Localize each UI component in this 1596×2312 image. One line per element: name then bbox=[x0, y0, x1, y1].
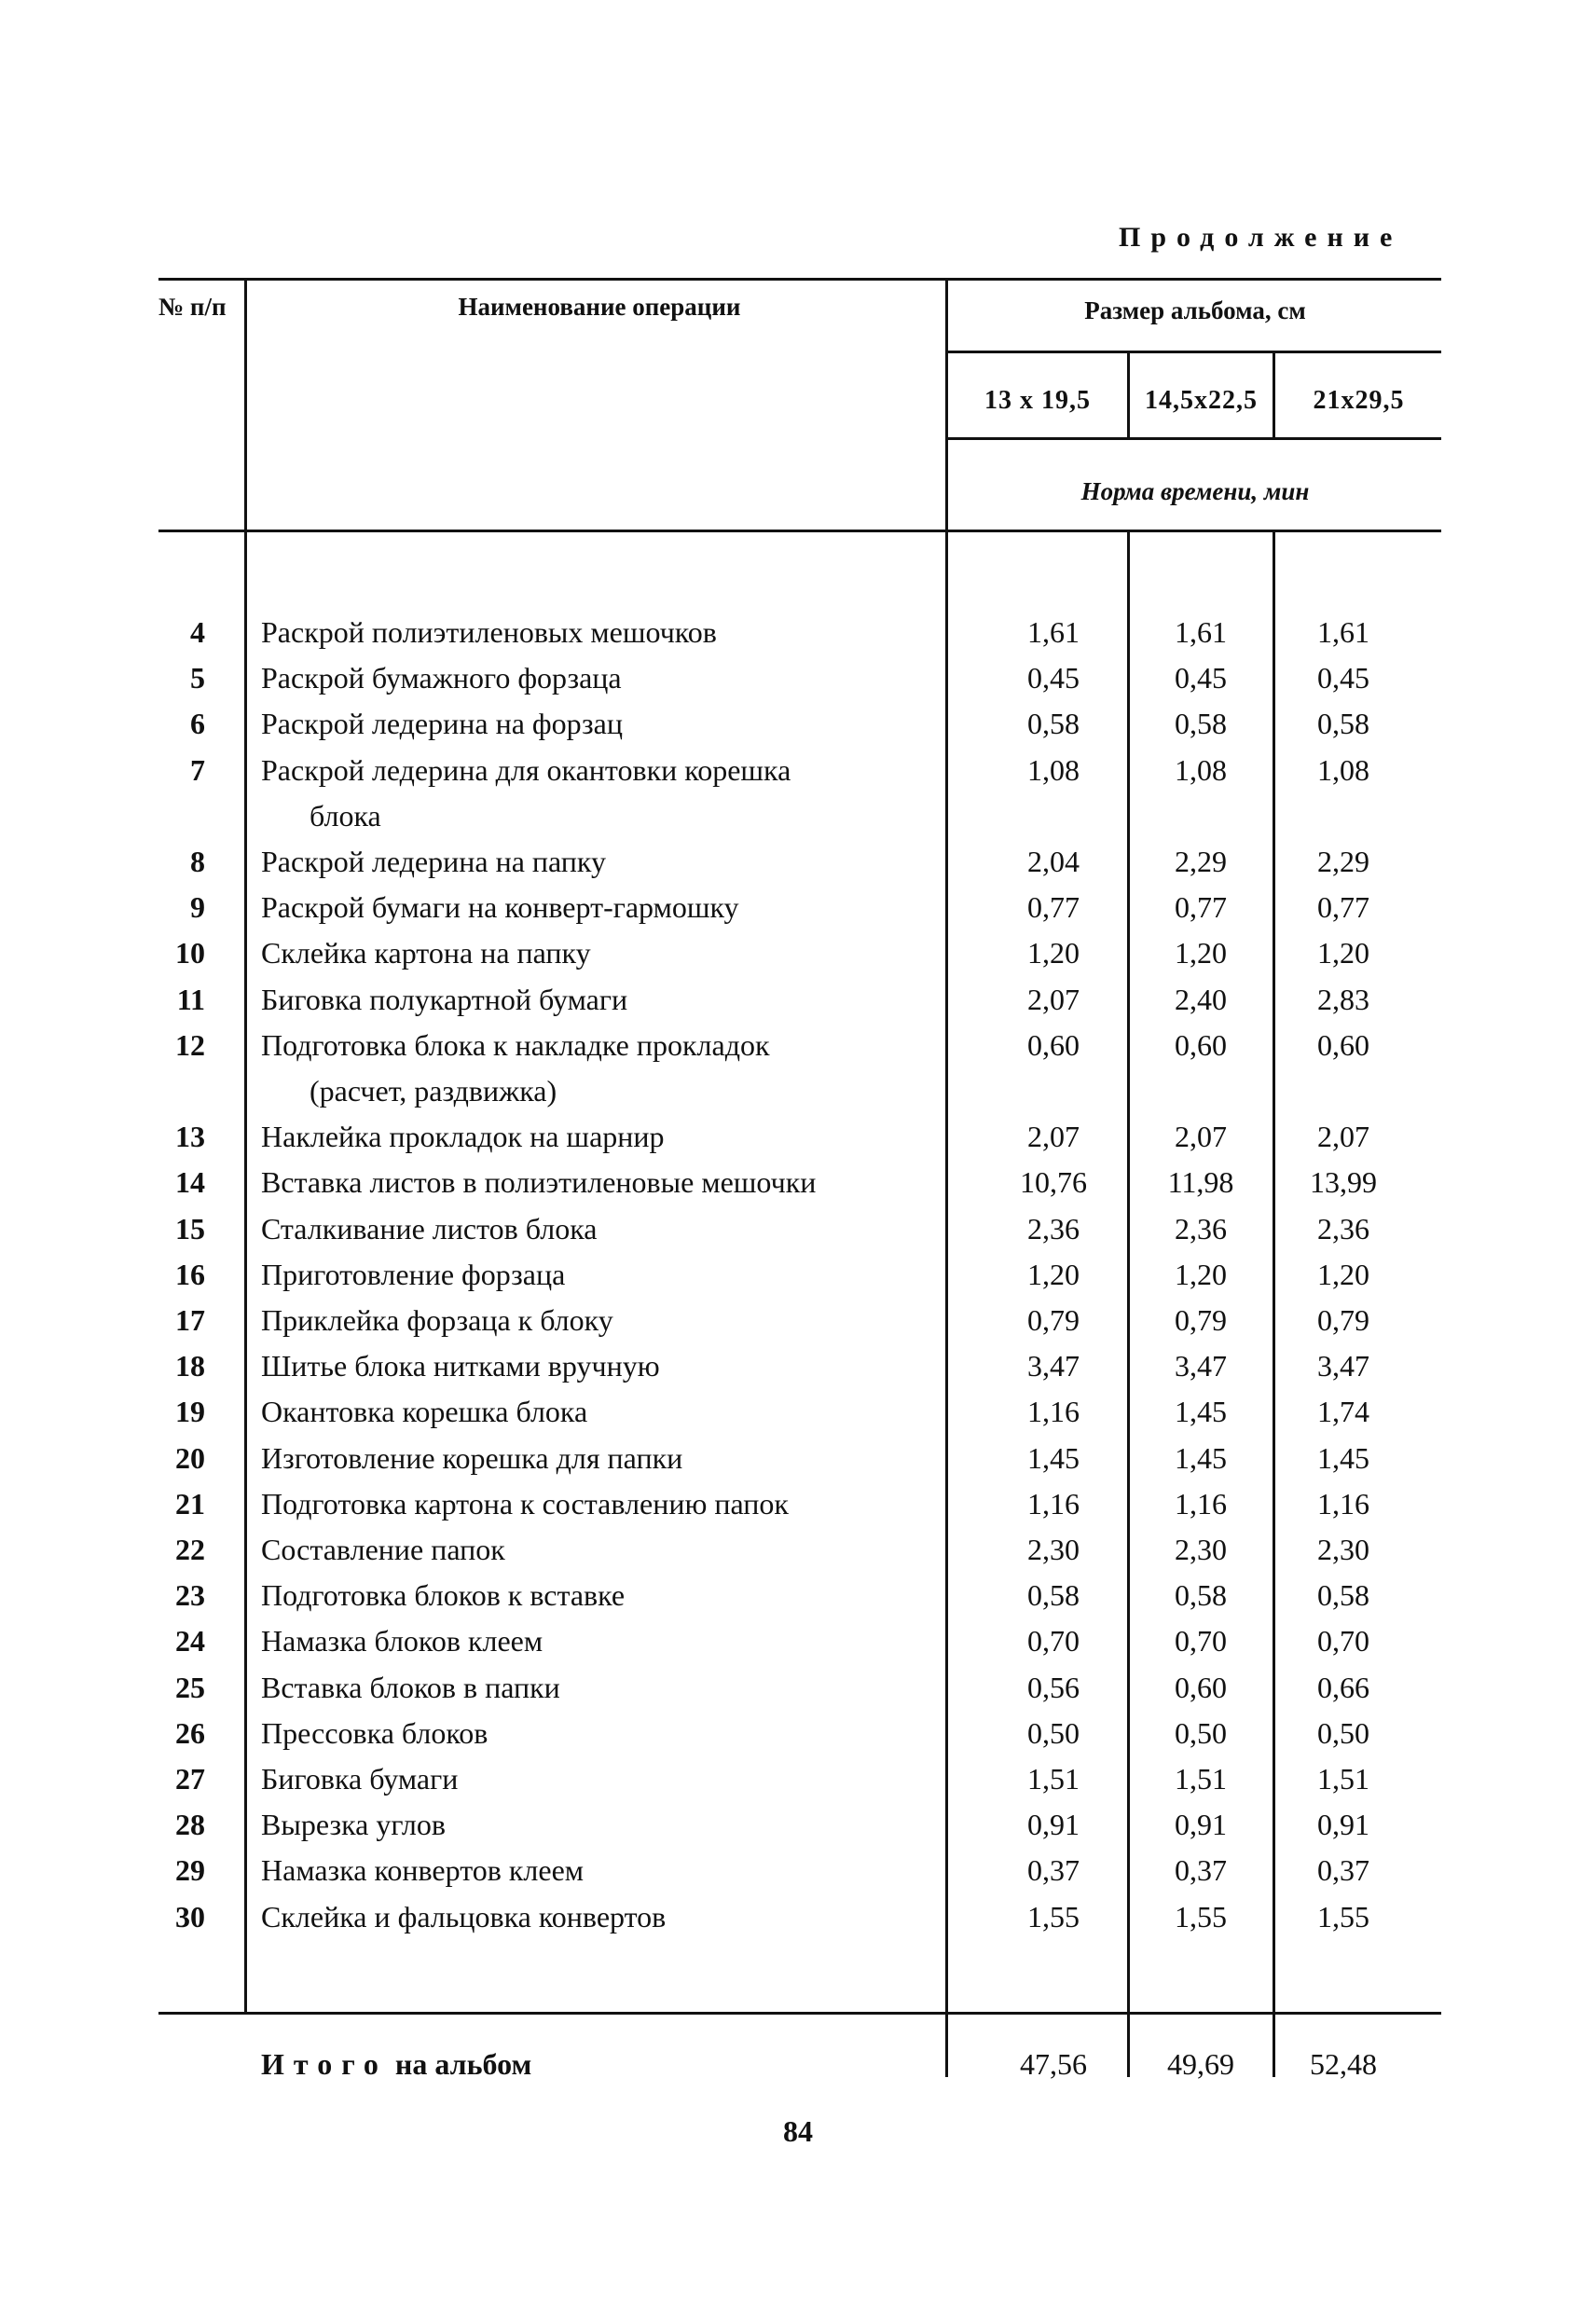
time-value-size-2: 0,70 bbox=[1175, 1624, 1227, 1658]
time-value-size-3: 1,61 bbox=[1317, 615, 1369, 649]
time-value-size-2: 1,61 bbox=[1175, 615, 1227, 649]
operation-name: Биговка бумаги bbox=[261, 1762, 459, 1796]
row-number: 13 bbox=[175, 1120, 205, 1154]
time-value-size-2: 0,45 bbox=[1175, 661, 1227, 695]
header-bottom-rule bbox=[158, 530, 1441, 532]
time-value-size-3: 0,79 bbox=[1317, 1303, 1369, 1337]
operation-name: Составление папок bbox=[261, 1533, 505, 1566]
sizes-row-rule bbox=[946, 437, 1441, 440]
time-value-size-1: 2,04 bbox=[1027, 845, 1080, 878]
row-number: 23 bbox=[175, 1578, 205, 1613]
time-value-size-2: 3,47 bbox=[1175, 1349, 1227, 1383]
size-divider-2 bbox=[1273, 530, 1275, 2077]
header-album-size: Размер альбома, см bbox=[1084, 296, 1306, 324]
continuation-caption: Продолжение bbox=[1119, 222, 1403, 253]
time-value-size-1: 0,45 bbox=[1027, 661, 1080, 695]
time-value-size-3: 2,36 bbox=[1317, 1211, 1369, 1245]
time-value-size-1: 1,61 bbox=[1027, 615, 1080, 649]
body-bottom-rule bbox=[158, 2012, 1441, 2015]
time-value-size-2: 0,50 bbox=[1175, 1715, 1227, 1750]
operation-name: Приклейка форзаца к блоку bbox=[261, 1303, 613, 1337]
row-number: 17 bbox=[175, 1303, 205, 1337]
row-number: 27 bbox=[175, 1762, 205, 1796]
row-number: 10 bbox=[175, 936, 205, 970]
header-size-2: 14,5х22,5 bbox=[1145, 386, 1258, 415]
operation-name: Вставка листов в полиэтиленовые мешочки bbox=[261, 1165, 817, 1200]
time-value-size-3: 2,07 bbox=[1317, 1120, 1369, 1154]
time-value-size-1: 1,16 bbox=[1027, 1486, 1080, 1521]
operation-name: Подготовка картона к составлению папок bbox=[261, 1486, 789, 1521]
row-number: 21 bbox=[175, 1486, 205, 1521]
total-label-rest: на альбом bbox=[387, 2047, 532, 2081]
total-value-size-2: 49,69 bbox=[1167, 2047, 1234, 2081]
table-top-rule bbox=[158, 278, 1441, 281]
time-value-size-1: 0,77 bbox=[1027, 890, 1080, 925]
operation-name: Прессовка блоков bbox=[261, 1715, 488, 1750]
operation-name: Раскрой ледерина на форзац bbox=[261, 707, 623, 741]
time-value-size-3: 0,60 bbox=[1317, 1027, 1369, 1062]
time-value-size-1: 1,16 bbox=[1027, 1395, 1080, 1429]
time-value-size-2: 2,36 bbox=[1175, 1211, 1227, 1245]
time-value-size-2: 1,45 bbox=[1175, 1440, 1227, 1475]
time-value-size-1: 0,91 bbox=[1027, 1808, 1080, 1842]
time-value-size-3: 0,50 bbox=[1317, 1715, 1369, 1750]
header-size-3: 21х29,5 bbox=[1313, 386, 1405, 415]
operation-name: Склейка и фальцовка конвертов bbox=[261, 1899, 667, 1934]
row-number: 24 bbox=[175, 1624, 205, 1658]
operation-name: Биговка полукартной бумаги bbox=[261, 982, 628, 1016]
time-value-size-1: 0,70 bbox=[1027, 1624, 1080, 1658]
row-number: 20 bbox=[175, 1440, 205, 1475]
time-value-size-2: 0,91 bbox=[1175, 1808, 1227, 1842]
time-value-size-2: 1,55 bbox=[1175, 1899, 1227, 1934]
operation-name: Наклейка прокладок на шарнир bbox=[261, 1120, 665, 1154]
row-number: 15 bbox=[175, 1211, 205, 1245]
row-number: 22 bbox=[175, 1533, 205, 1566]
row-number: 19 bbox=[175, 1395, 205, 1429]
operation-name: Раскрой бумажного форзаца bbox=[261, 661, 622, 695]
time-value-size-3: 0,70 bbox=[1317, 1624, 1369, 1658]
row-number: 6 bbox=[190, 707, 205, 741]
time-value-size-2: 1,16 bbox=[1175, 1486, 1227, 1521]
time-value-size-2: 0,58 bbox=[1175, 1578, 1227, 1613]
header-size-1: 13 х 19,5 bbox=[984, 386, 1091, 415]
time-value-size-3: 2,83 bbox=[1317, 982, 1369, 1016]
header-time-norm: Норма времени, мин bbox=[1080, 477, 1310, 505]
time-value-size-2: 2,40 bbox=[1175, 982, 1227, 1016]
time-value-size-3: 2,29 bbox=[1317, 845, 1369, 878]
time-value-size-3: 3,47 bbox=[1317, 1349, 1369, 1383]
total-value-size-1: 47,56 bbox=[1020, 2047, 1087, 2081]
row-number: 29 bbox=[175, 1853, 205, 1888]
operation-name: Подготовка блока к накладке прокладок bbox=[261, 1027, 770, 1062]
time-value-size-1: 2,30 bbox=[1027, 1533, 1080, 1566]
size-header-rule bbox=[946, 351, 1441, 353]
num-column-divider bbox=[244, 278, 247, 2014]
operation-name: Сталкивание листов блока bbox=[261, 1211, 598, 1245]
time-value-size-3: 0,77 bbox=[1317, 890, 1369, 925]
page-number: 84 bbox=[783, 2114, 813, 2148]
operation-name: Раскрой ледерина на папку bbox=[261, 845, 607, 878]
operation-name: Окантовка корешка блока bbox=[261, 1395, 588, 1429]
row-number: 16 bbox=[175, 1257, 205, 1291]
time-value-size-3: 0,58 bbox=[1317, 1578, 1369, 1613]
total-value-size-3: 52,48 bbox=[1310, 2047, 1377, 2081]
time-value-size-2: 0,60 bbox=[1175, 1670, 1227, 1704]
time-value-size-1: 0,37 bbox=[1027, 1853, 1080, 1888]
time-value-size-1: 1,20 bbox=[1027, 1257, 1080, 1291]
time-value-size-2: 0,60 bbox=[1175, 1027, 1227, 1062]
operation-name: Вставка блоков в папки bbox=[261, 1670, 560, 1704]
row-number: 8 bbox=[190, 845, 205, 878]
time-value-size-3: 1,08 bbox=[1317, 752, 1369, 787]
total-label-word: Итого bbox=[261, 2047, 388, 2081]
operation-name: Вырезка углов bbox=[261, 1808, 446, 1842]
row-number: 11 bbox=[176, 982, 205, 1016]
time-value-size-2: 1,20 bbox=[1175, 1257, 1227, 1291]
operation-name: Намазка конвертов клеем bbox=[261, 1853, 585, 1888]
operation-name-continuation: (расчет, раздвижка) bbox=[310, 1074, 557, 1108]
time-value-size-3: 1,55 bbox=[1317, 1899, 1369, 1934]
operation-name: Раскрой полиэтиленовых мешочков bbox=[261, 615, 717, 649]
name-column-divider bbox=[945, 278, 948, 2077]
time-value-size-1: 1,55 bbox=[1027, 1899, 1080, 1934]
size-divider-1-header bbox=[1127, 351, 1130, 438]
time-value-size-1: 3,47 bbox=[1027, 1349, 1080, 1383]
row-number: 25 bbox=[175, 1670, 205, 1704]
time-value-size-2: 1,08 bbox=[1175, 752, 1227, 787]
row-number: 26 bbox=[175, 1715, 205, 1750]
time-value-size-2: 2,29 bbox=[1175, 845, 1227, 878]
time-value-size-3: 13,99 bbox=[1310, 1165, 1377, 1200]
operation-name: Приготовление форзаца bbox=[261, 1257, 566, 1291]
time-value-size-1: 2,07 bbox=[1027, 982, 1080, 1016]
time-value-size-1: 10,76 bbox=[1020, 1165, 1087, 1200]
time-value-size-1: 0,50 bbox=[1027, 1715, 1080, 1750]
time-value-size-2: 11,98 bbox=[1167, 1165, 1234, 1200]
operation-name: Раскрой ледерина для окантовки корешка bbox=[261, 752, 791, 787]
time-value-size-1: 2,36 bbox=[1027, 1211, 1080, 1245]
operation-name: Подготовка блоков к вставке bbox=[261, 1578, 626, 1613]
operation-name: Шитье блока нитками вручную bbox=[261, 1349, 660, 1383]
header-operation-name: Наименование операции bbox=[458, 293, 741, 321]
time-value-size-1: 0,58 bbox=[1027, 707, 1080, 741]
time-value-size-3: 0,66 bbox=[1317, 1670, 1369, 1704]
time-value-size-3: 1,51 bbox=[1317, 1762, 1369, 1796]
time-value-size-3: 0,45 bbox=[1317, 661, 1369, 695]
time-value-size-1: 1,08 bbox=[1027, 752, 1080, 787]
time-value-size-1: 0,56 bbox=[1027, 1670, 1080, 1704]
row-number: 18 bbox=[175, 1349, 205, 1383]
time-value-size-1: 2,07 bbox=[1027, 1120, 1080, 1154]
time-value-size-1: 0,79 bbox=[1027, 1303, 1080, 1337]
time-value-size-1: 0,60 bbox=[1027, 1027, 1080, 1062]
row-number: 7 bbox=[190, 752, 205, 787]
time-value-size-2: 0,79 bbox=[1175, 1303, 1227, 1337]
operation-name: Раскрой бумаги на конверт-гармошку bbox=[261, 890, 739, 925]
time-value-size-3: 0,91 bbox=[1317, 1808, 1369, 1842]
time-value-size-2: 1,51 bbox=[1175, 1762, 1227, 1796]
time-value-size-2: 1,45 bbox=[1175, 1395, 1227, 1429]
row-number: 14 bbox=[175, 1165, 205, 1200]
row-number: 12 bbox=[175, 1027, 205, 1062]
time-value-size-3: 1,74 bbox=[1317, 1395, 1369, 1429]
operation-name: Склейка картона на папку bbox=[261, 936, 591, 970]
time-value-size-3: 1,16 bbox=[1317, 1486, 1369, 1521]
row-number: 30 bbox=[175, 1899, 205, 1934]
time-value-size-3: 1,20 bbox=[1317, 936, 1369, 970]
operation-name: Намазка блоков клеем bbox=[261, 1624, 543, 1658]
row-number: 9 bbox=[190, 890, 205, 925]
time-value-size-2: 2,07 bbox=[1175, 1120, 1227, 1154]
time-value-size-3: 2,30 bbox=[1317, 1533, 1369, 1566]
row-number: 5 bbox=[190, 661, 205, 695]
row-number: 4 bbox=[190, 615, 205, 649]
total-label bbox=[261, 2047, 531, 2082]
time-value-size-2: 0,58 bbox=[1175, 707, 1227, 741]
time-value-size-1: 1,20 bbox=[1027, 936, 1080, 970]
size-divider-1 bbox=[1127, 530, 1130, 2077]
operation-name-continuation: блока bbox=[310, 798, 381, 833]
time-value-size-3: 1,45 bbox=[1317, 1440, 1369, 1475]
header-number: № п/п bbox=[158, 293, 227, 321]
time-value-size-3: 1,20 bbox=[1317, 1257, 1369, 1291]
time-value-size-1: 0,58 bbox=[1027, 1578, 1080, 1613]
time-value-size-2: 1,20 bbox=[1175, 936, 1227, 970]
time-value-size-3: 0,58 bbox=[1317, 707, 1369, 741]
time-value-size-1: 1,45 bbox=[1027, 1440, 1080, 1475]
time-value-size-2: 2,30 bbox=[1175, 1533, 1227, 1566]
time-value-size-1: 1,51 bbox=[1027, 1762, 1080, 1796]
size-divider-2-header bbox=[1273, 351, 1275, 438]
row-number: 28 bbox=[175, 1808, 205, 1842]
time-value-size-2: 0,77 bbox=[1175, 890, 1227, 925]
time-value-size-3: 0,37 bbox=[1317, 1853, 1369, 1888]
operation-name: Изготовление корешка для папки bbox=[261, 1440, 683, 1475]
time-value-size-2: 0,37 bbox=[1175, 1853, 1227, 1888]
